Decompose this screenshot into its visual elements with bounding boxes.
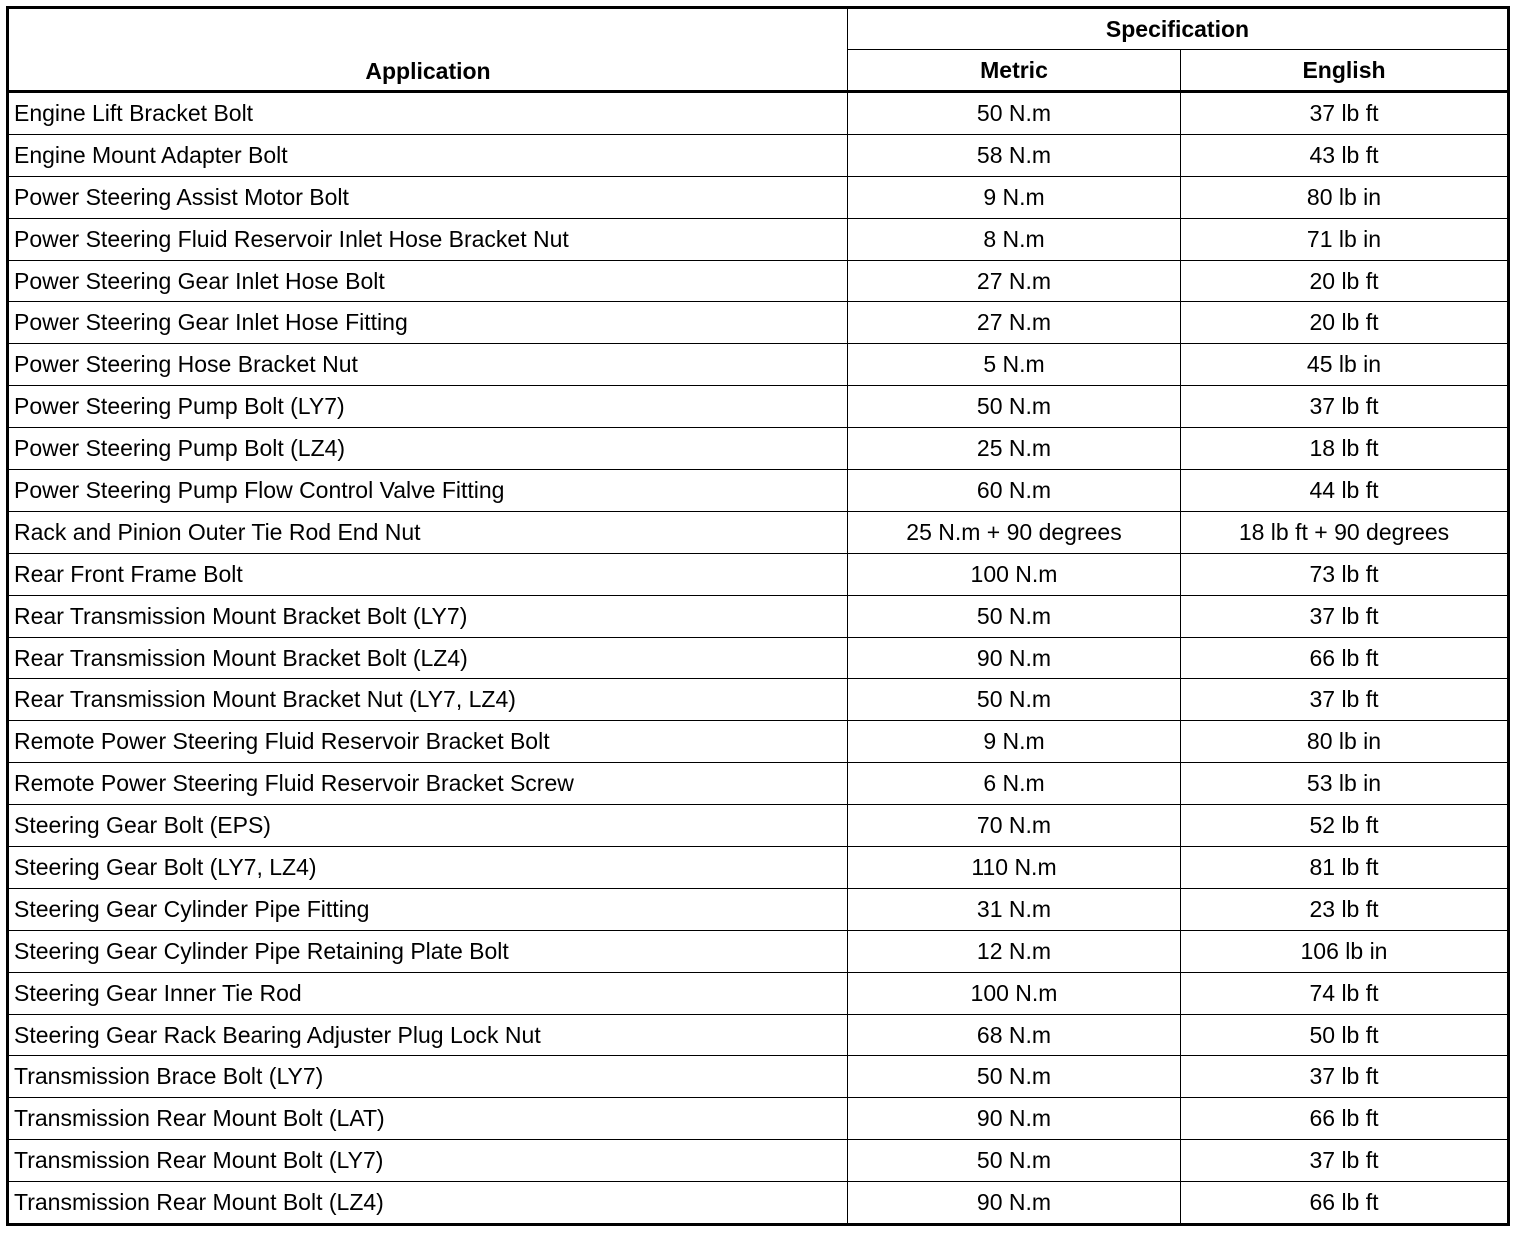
metric-cell: 12 N.m bbox=[848, 930, 1181, 972]
metric-cell: 31 N.m bbox=[848, 888, 1181, 930]
metric-cell: 50 N.m bbox=[848, 1056, 1181, 1098]
english-cell: 37 lb ft bbox=[1181, 679, 1509, 721]
table-row bbox=[8, 1014, 1509, 1056]
table-header bbox=[8, 8, 1509, 92]
application-cell: Engine Lift Bracket Bolt bbox=[8, 92, 848, 135]
application-cell: Power Steering Gear Inlet Hose Fitting bbox=[8, 302, 848, 344]
english-cell: 106 lb in bbox=[1181, 930, 1509, 972]
table-row bbox=[8, 847, 1509, 889]
english-cell: 23 lb ft bbox=[1181, 888, 1509, 930]
application-cell: Transmission Rear Mount Bolt (LY7) bbox=[8, 1140, 848, 1182]
table-row bbox=[8, 134, 1509, 176]
table-row bbox=[8, 302, 1509, 344]
metric-cell: 110 N.m bbox=[848, 847, 1181, 889]
english-cell: 37 lb ft bbox=[1181, 386, 1509, 428]
english-cell: 37 lb ft bbox=[1181, 1056, 1509, 1098]
application-cell: Power Steering Fluid Reservoir Inlet Hose Bracket Nut bbox=[8, 218, 848, 260]
table-row bbox=[8, 176, 1509, 218]
english-cell: 74 lb ft bbox=[1181, 972, 1509, 1014]
metric-cell: 9 N.m bbox=[848, 176, 1181, 218]
application-cell: Transmission Brace Bolt (LY7) bbox=[8, 1056, 848, 1098]
application-cell: Steering Gear Bolt (EPS) bbox=[8, 805, 848, 847]
metric-cell: 50 N.m bbox=[848, 679, 1181, 721]
metric-cell: 58 N.m bbox=[848, 134, 1181, 176]
table-row bbox=[8, 1140, 1509, 1182]
application-cell: Steering Gear Inner Tie Rod bbox=[8, 972, 848, 1014]
application-cell: Engine Mount Adapter Bolt bbox=[8, 134, 848, 176]
english-cell: 80 lb in bbox=[1181, 721, 1509, 763]
application-cell: Rear Transmission Mount Bracket Bolt (LY7) bbox=[8, 595, 848, 637]
application-cell: Power Steering Pump Bolt (LY7) bbox=[8, 386, 848, 428]
table-row bbox=[8, 972, 1509, 1014]
application-cell: Power Steering Gear Inlet Hose Bolt bbox=[8, 260, 848, 302]
metric-cell: 50 N.m bbox=[848, 1140, 1181, 1182]
english-cell: 66 lb ft bbox=[1181, 1182, 1509, 1225]
table-row bbox=[8, 92, 1509, 135]
english-cell: 81 lb ft bbox=[1181, 847, 1509, 889]
metric-cell: 50 N.m bbox=[848, 386, 1181, 428]
english-cell: 20 lb ft bbox=[1181, 260, 1509, 302]
english-cell: 37 lb ft bbox=[1181, 595, 1509, 637]
specification-group-header: Specification bbox=[848, 8, 1509, 50]
metric-cell: 90 N.m bbox=[848, 1098, 1181, 1140]
metric-cell: 90 N.m bbox=[848, 1182, 1181, 1225]
metric-cell: 100 N.m bbox=[848, 553, 1181, 595]
metric-cell: 25 N.m + 90 degrees bbox=[848, 511, 1181, 553]
metric-column-header: Metric bbox=[848, 50, 1181, 92]
application-cell: Remote Power Steering Fluid Reservoir Bracket Screw bbox=[8, 763, 848, 805]
table-row bbox=[8, 1182, 1509, 1225]
english-cell: 45 lb in bbox=[1181, 344, 1509, 386]
table-row bbox=[8, 260, 1509, 302]
english-cell: 52 lb ft bbox=[1181, 805, 1509, 847]
header-row-top bbox=[8, 8, 1509, 50]
application-cell: Transmission Rear Mount Bolt (LZ4) bbox=[8, 1182, 848, 1225]
table-row bbox=[8, 344, 1509, 386]
table-body bbox=[8, 92, 1509, 1225]
table-row bbox=[8, 721, 1509, 763]
metric-cell: 25 N.m bbox=[848, 428, 1181, 470]
english-cell: 20 lb ft bbox=[1181, 302, 1509, 344]
table-row bbox=[8, 428, 1509, 470]
english-cell: 73 lb ft bbox=[1181, 553, 1509, 595]
application-cell: Rack and Pinion Outer Tie Rod End Nut bbox=[8, 511, 848, 553]
english-cell: 37 lb ft bbox=[1181, 92, 1509, 135]
table-row bbox=[8, 553, 1509, 595]
metric-cell: 60 N.m bbox=[848, 470, 1181, 512]
metric-cell: 27 N.m bbox=[848, 260, 1181, 302]
table-row bbox=[8, 595, 1509, 637]
application-cell: Transmission Rear Mount Bolt (LAT) bbox=[8, 1098, 848, 1140]
table-row bbox=[8, 805, 1509, 847]
metric-cell: 6 N.m bbox=[848, 763, 1181, 805]
metric-cell: 50 N.m bbox=[848, 92, 1181, 135]
table-row bbox=[8, 637, 1509, 679]
table-row bbox=[8, 470, 1509, 512]
english-cell: 71 lb in bbox=[1181, 218, 1509, 260]
application-column-header: Application bbox=[8, 8, 848, 92]
english-cell: 18 lb ft + 90 degrees bbox=[1181, 511, 1509, 553]
english-cell: 66 lb ft bbox=[1181, 1098, 1509, 1140]
table-row bbox=[8, 888, 1509, 930]
table-row bbox=[8, 1056, 1509, 1098]
table-row bbox=[8, 386, 1509, 428]
english-cell: 44 lb ft bbox=[1181, 470, 1509, 512]
application-cell: Power Steering Assist Motor Bolt bbox=[8, 176, 848, 218]
metric-cell: 5 N.m bbox=[848, 344, 1181, 386]
application-cell: Rear Transmission Mount Bracket Nut (LY7, LZ4) bbox=[8, 679, 848, 721]
application-cell: Rear Front Frame Bolt bbox=[8, 553, 848, 595]
application-cell: Power Steering Hose Bracket Nut bbox=[8, 344, 848, 386]
english-cell: 66 lb ft bbox=[1181, 637, 1509, 679]
metric-cell: 27 N.m bbox=[848, 302, 1181, 344]
fastener-specification-table bbox=[6, 6, 1510, 1226]
application-cell: Power Steering Pump Bolt (LZ4) bbox=[8, 428, 848, 470]
application-cell: Steering Gear Bolt (LY7, LZ4) bbox=[8, 847, 848, 889]
metric-cell: 68 N.m bbox=[848, 1014, 1181, 1056]
application-cell: Steering Gear Cylinder Pipe Fitting bbox=[8, 888, 848, 930]
english-cell: 18 lb ft bbox=[1181, 428, 1509, 470]
english-cell: 53 lb in bbox=[1181, 763, 1509, 805]
english-column-header: English bbox=[1181, 50, 1509, 92]
application-cell: Power Steering Pump Flow Control Valve Fitting bbox=[8, 470, 848, 512]
table-row bbox=[8, 1098, 1509, 1140]
application-cell: Steering Gear Rack Bearing Adjuster Plug Lock Nut bbox=[8, 1014, 848, 1056]
table-row bbox=[8, 218, 1509, 260]
metric-cell: 70 N.m bbox=[848, 805, 1181, 847]
table-row bbox=[8, 930, 1509, 972]
metric-cell: 50 N.m bbox=[848, 595, 1181, 637]
english-cell: 43 lb ft bbox=[1181, 134, 1509, 176]
application-cell: Steering Gear Cylinder Pipe Retaining Plate Bolt bbox=[8, 930, 848, 972]
english-cell: 80 lb in bbox=[1181, 176, 1509, 218]
application-cell: Rear Transmission Mount Bracket Bolt (LZ4) bbox=[8, 637, 848, 679]
metric-cell: 8 N.m bbox=[848, 218, 1181, 260]
english-cell: 50 lb ft bbox=[1181, 1014, 1509, 1056]
metric-cell: 100 N.m bbox=[848, 972, 1181, 1014]
table-row bbox=[8, 679, 1509, 721]
application-cell: Remote Power Steering Fluid Reservoir Bracket Bolt bbox=[8, 721, 848, 763]
table-row bbox=[8, 763, 1509, 805]
table-row bbox=[8, 511, 1509, 553]
metric-cell: 90 N.m bbox=[848, 637, 1181, 679]
english-cell: 37 lb ft bbox=[1181, 1140, 1509, 1182]
metric-cell: 9 N.m bbox=[848, 721, 1181, 763]
